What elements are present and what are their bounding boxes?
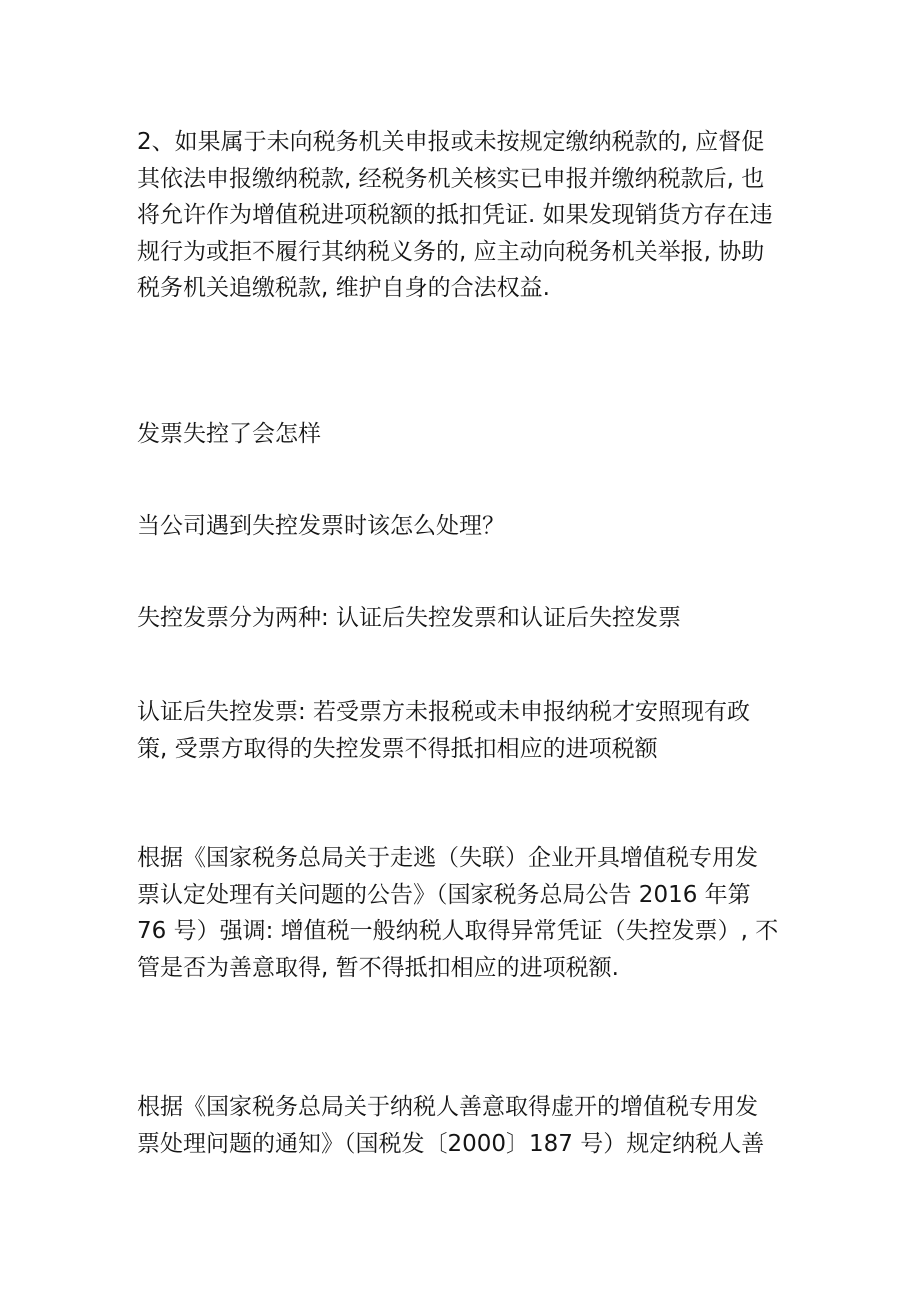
paragraph-announcement-2016-76 [137, 840, 797, 986]
text-line: 当公司遇到失控发票时该怎么处理？ [137, 513, 505, 539]
text-line: 将允许作为增值税进项税额的抵扣凭证. 如果发现销货方存在违 [137, 202, 773, 228]
text-line: 税务机关追缴税款, 维护自身的合法权益. [137, 275, 550, 301]
paragraph-notice-2000-187 [137, 1089, 797, 1162]
text-line: 失控发票分为两种: 认证后失控发票和认证后失控发票 [137, 605, 682, 631]
text-line: 根据《国家税务总局关于走逃（失联）企业开具增值税专用发 [137, 845, 758, 871]
text-line: 其依法申报缴纳税款, 经税务机关核实已申报并缴纳税款后, 也 [137, 165, 765, 192]
paragraph-invoice-types [137, 600, 797, 637]
text-line: 发票失控了会怎样 [137, 421, 321, 447]
paragraph-post-certification [137, 694, 797, 767]
paragraph-invoice-verification [137, 124, 797, 307]
text-line: 管是否为善意取得, 暂不得抵扣相应的进项税额. [137, 954, 619, 981]
text-line: 票处理问题的通知》（国税发〔2000〕187 号）规定纳税人善 [137, 1130, 765, 1157]
text-line: 认证后失控发票: 若受票方未报税或未申报纳税才安照现有政 [137, 699, 751, 725]
text-line: 2、如果属于未向税务机关申报或未按规定缴纳税款的, 应督促 [137, 129, 765, 155]
text-line: 策, 受票方取得的失控发票不得抵扣相应的进项税额 [137, 735, 658, 762]
text-line: 76 号）强调: 增值税一般纳税人取得异常凭证（失控发票）, 不 [137, 918, 779, 944]
text-line: 根据《国家税务总局关于纳税人善意取得虚开的增值税专用发 [137, 1094, 758, 1120]
text-line: 票认定处理有关问题的公告》（国家税务总局公告 2016 年第 [137, 881, 751, 908]
text-line: 规行为或拒不履行其纳税义务的, 应主动向税务机关举报, 协助 [137, 238, 765, 265]
paragraph-question [137, 508, 797, 545]
section-heading-lost-control-invoice [137, 416, 797, 453]
